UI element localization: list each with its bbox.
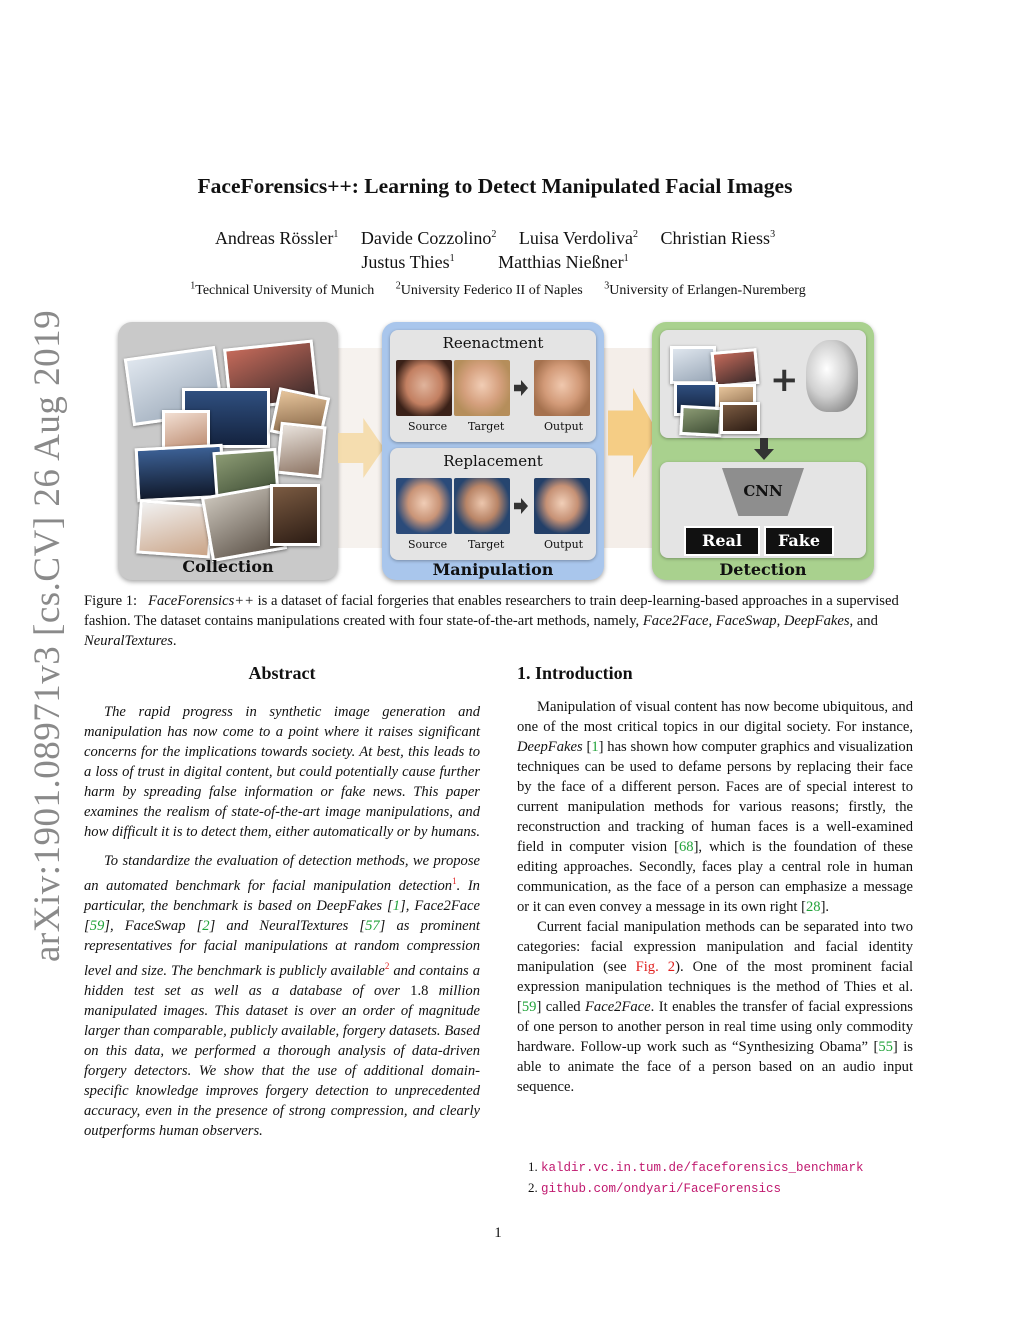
caption-prefix: Figure 1: — [84, 593, 138, 609]
authors-line-1 — [0, 228, 990, 249]
source-face-image — [396, 360, 452, 416]
arrow-right-icon — [514, 498, 528, 514]
cnn-label: CNN — [743, 482, 783, 500]
collage-photo — [270, 484, 320, 546]
footnote-ref[interactable]: 1 — [452, 876, 457, 886]
author: Luisa Verdoliva$^2$ — [518, 228, 639, 248]
paper-title: FaceForensics++: Learning to Detect Manipulated Facial Images — [197, 174, 793, 198]
intro-paragraph: Manipulation of visual content has now become ubiquitous, and one of the most critical topics in our digital society. For instance, DeepFakes [1] has shown how computer graphics and visualization techniques can be used to defame persons by replacing their face by the face of a different person. Faces are of special interest to current manipulation methods for various reasons; firstly, the reconstruction and tracking of human faces is a well-examined field in computer vision [68], which is the foundation of these editing approaches. Secondly, faces play a central role in human communication, as the face of a person can emphasize a message or it can even convey a message in its own right [28]. — [517, 699, 913, 915]
classifier-box — [660, 462, 866, 558]
footnote-ref[interactable]: 2 — [384, 960, 390, 971]
footnote-url-link[interactable]: github.com/ondyari/FaceForensics — [541, 1182, 782, 1196]
citation-link[interactable]: 59 — [521, 999, 537, 1015]
affiliations — [0, 280, 996, 299]
author: Christian Riess$^3$ — [660, 228, 776, 248]
arrow-right-icon — [514, 380, 528, 396]
source-face-image — [396, 478, 452, 534]
collection-label: Collection — [182, 557, 274, 576]
manipulation-panel — [382, 322, 604, 580]
collection-panel — [118, 322, 338, 580]
introduction-heading: 1. Introduction — [517, 663, 633, 683]
citation-link[interactable]: 1 — [591, 739, 599, 755]
page-number: 1 — [494, 1225, 502, 1241]
output-face-image — [534, 478, 590, 534]
arxiv-identifier-stamp: arXiv:1901.08971v3 [cs.CV] 26 Aug 2019 — [27, 309, 68, 962]
footnote: 2. github.com/ondyari/FaceForensics — [528, 1180, 782, 1196]
output-face-image — [534, 360, 590, 416]
intro-paragraph: Current facial manipulation methods can be separated into two categories: facial expression manipulation and facial identity manipulation (see Fig. 2). One of the most prominent facial expression manipulation techniques is the method of Thies et al. [59] called Face2Face. It enables the transfer of facial expressions of one person to another person in real time using only commodity hardware. Follow-up work such as “Synthesizing Obama” [55] is able to animate the face of a person based on an audio input sequence. — [517, 919, 913, 1095]
citation-link[interactable]: 28 — [805, 899, 821, 915]
arrow-down-icon — [754, 438, 774, 460]
abstract-heading: Abstract — [248, 663, 316, 683]
author: Justus Thies$^1$ — [361, 252, 455, 272]
author: Davide Cozzolino$^2$ — [360, 228, 497, 248]
figure-link[interactable]: Fig. 2 — [635, 959, 676, 975]
figure-1-caption: Figure 1: FaceForensics++ is a dataset of facial forgeries that enables researchers to train deep-learning-based approaches in a supervised fashion. The dataset contains manipulations created with four state-of-the-art methods, namely, Face2Face, FaceSwap, DeepFakes, and NeuralTextures. — [84, 593, 899, 649]
author: Andreas Rössler$^1$ — [214, 228, 339, 248]
footnotes — [528, 1157, 864, 1199]
affiliation: $^2$University Federico II of Naples — [395, 280, 583, 298]
affiliation: $^3$University of Erlangen-Nuremberg — [604, 280, 806, 298]
target-caption: Target — [468, 420, 505, 433]
citation-link[interactable]: 68 — [678, 839, 694, 855]
abstract-paragraph: The rapid progress in synthetic image generation and manipulation has now come to a point where it raises significant concerns for the implications towards society. At best, this leads to a loss of trust in digital content, but could potentially cause further harm by spreading false information or fake news. This paper examines the realism of state-of-the-art image manipulations, and how difficult it is to detect them, either automatically or by humans. — [84, 704, 481, 840]
source-caption: Source — [408, 420, 448, 433]
real-label-badge: Real — [684, 526, 760, 556]
3d-face-model-icon — [806, 340, 858, 412]
abstract-paragraph: To standardize the evaluation of detection methods, we propose an automated benchmark for facial manipulation detection$^1$. In particular, the benchmark is based on DeepFakes [1], Face2Face [59], FaceSwap [2] and NeuralTextures [57] as prominent representatives for facial manipulations at random compression level and size. The benchmark is publicly available$^2$ and contains a hidden test set as well as a database of over 1.8 million manipulated images. This dataset is over an order of magnitude larger than comparable, publicly available, forgery datasets. Based on this data, we performed a thorough analysis of data-driven forgery detectors. We show that the use of additional domain-specific knowledge improves forgery detection to unprecedented accuracy, even in the presence of strong compression, and clearly outperforms human observers. — [84, 853, 480, 1139]
author: Matthias Nießner$^1$ — [498, 252, 629, 272]
abstract-body — [84, 702, 480, 1141]
introduction-body — [517, 697, 913, 1097]
target-face-image — [454, 478, 510, 534]
caption-dataset-name: FaceForensics++ — [148, 593, 254, 609]
citation-link[interactable]: 59 — [89, 917, 105, 934]
manipulation-label: Manipulation — [432, 560, 554, 579]
collage-photo — [679, 405, 723, 437]
footnote-url-link[interactable]: kaldir.vc.in.tum.de/faceforensics_benchmark — [541, 1161, 864, 1175]
detection-label: Detection — [719, 560, 807, 579]
reenactment-title: Reenactment — [442, 334, 544, 352]
fake-label-badge: Fake — [764, 526, 834, 556]
collage-photo — [720, 402, 760, 434]
source-caption: Source — [408, 538, 448, 551]
citation-link[interactable]: 55 — [878, 1039, 893, 1055]
affiliation: $^1$Technical University of Munich — [190, 280, 375, 298]
authors-line-2 — [0, 252, 990, 273]
target-face-image — [454, 360, 510, 416]
plus-icon: + — [770, 360, 799, 400]
collage-photo — [670, 346, 716, 384]
collage-photo — [275, 422, 326, 479]
reenactment-box — [390, 330, 596, 442]
replacement-box — [390, 448, 596, 560]
detection-panel — [652, 322, 874, 580]
citation-link[interactable]: 1 — [392, 897, 401, 914]
citation-link[interactable]: 57 — [365, 917, 380, 934]
figure-1 — [114, 318, 878, 588]
replacement-title: Replacement — [443, 452, 543, 470]
input-box — [660, 330, 866, 438]
target-caption: Target — [468, 538, 505, 551]
output-caption: Output — [544, 420, 584, 433]
citation-link[interactable]: 2 — [202, 917, 210, 934]
footnote: 1. kaldir.vc.in.tum.de/faceforensics_benchmark — [528, 1159, 864, 1175]
output-caption: Output — [544, 538, 584, 551]
